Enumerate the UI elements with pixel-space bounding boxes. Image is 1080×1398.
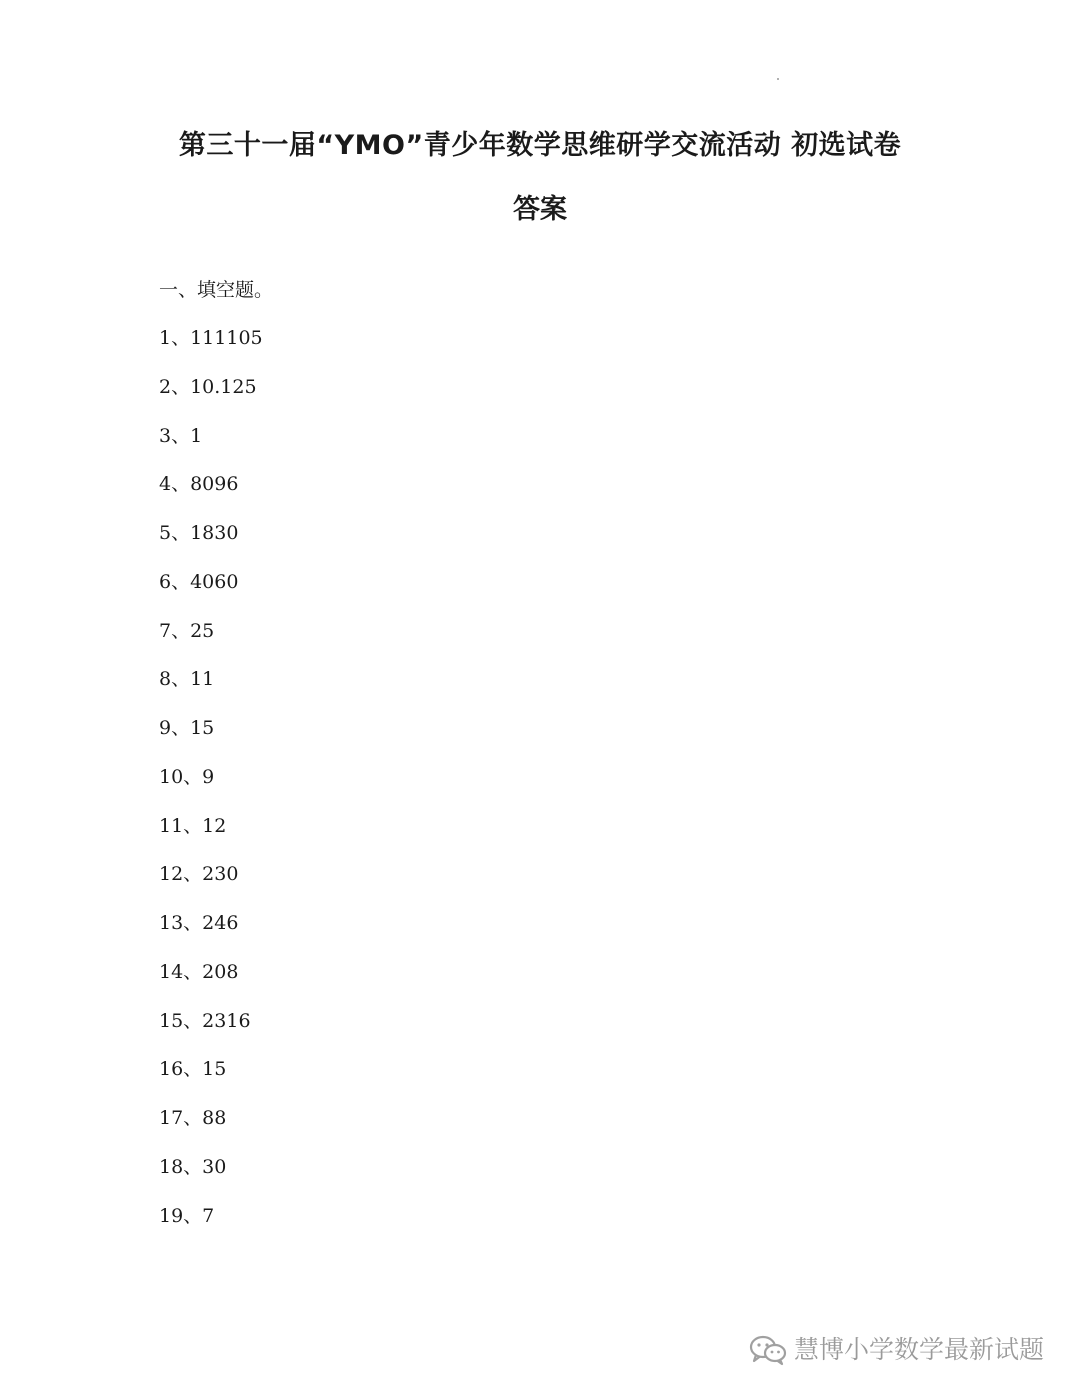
answer-item: 12、230 <box>159 863 239 886</box>
answer-item: 13、246 <box>159 912 239 934</box>
answer-item: 10、9 <box>159 765 215 788</box>
answer-item: 8、11 <box>159 668 215 691</box>
answer-item: 7、25 <box>159 619 215 642</box>
watermark <box>748 1332 1044 1368</box>
watermark-text: 慧博小学数学最新试题 <box>793 1335 1044 1364</box>
answer-item: 14、208 <box>159 960 239 983</box>
answer-item: 18、30 <box>159 1155 227 1178</box>
answer-item: 17、88 <box>159 1107 227 1129</box>
document-title: 第三十一届“YMO”青少年数学思维研学交流活动 初选试卷 <box>178 130 902 161</box>
wechat-icon <box>748 1334 788 1366</box>
answer-item: 2、10.125 <box>159 375 257 398</box>
answer-list <box>159 324 263 1250</box>
answer-item: 9、15 <box>159 717 215 739</box>
answer-item: 3、1 <box>159 424 203 447</box>
answer-item: 6、4060 <box>159 570 239 593</box>
answer-item: 19、7 <box>159 1204 215 1227</box>
answer-item: 11、12 <box>159 814 227 837</box>
document-subtitle: 答案 <box>513 194 567 225</box>
answer-item: 15、2316 <box>159 1009 251 1032</box>
answer-item: 1、111105 <box>159 327 263 349</box>
answer-item: 16、15 <box>159 1058 227 1081</box>
scan-speck <box>777 78 779 80</box>
section-heading: 一、填空题。 <box>159 279 274 301</box>
answer-item: 4、8096 <box>159 473 239 496</box>
answer-item: 5、1830 <box>159 522 239 544</box>
